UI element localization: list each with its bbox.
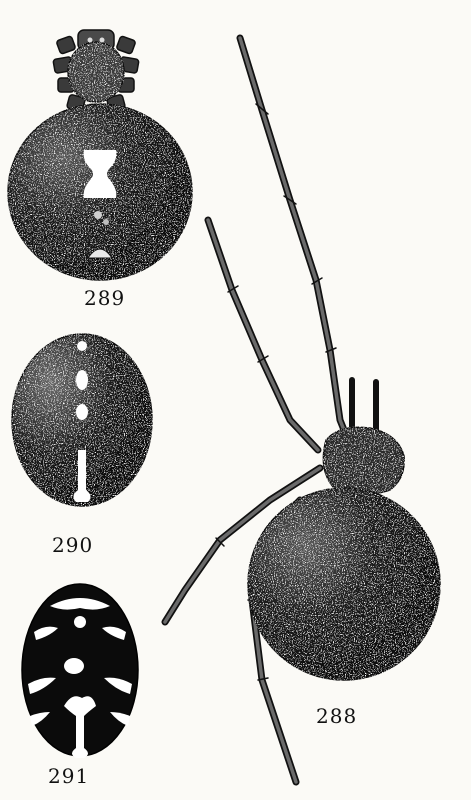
figure-label-291: 291 xyxy=(48,764,90,788)
dorsal-spot-2 xyxy=(76,370,88,390)
figure-289 xyxy=(8,30,192,280)
fig288-abdomen xyxy=(248,488,440,680)
fig289-abdomen xyxy=(8,104,192,280)
figure-label-289: 289 xyxy=(84,286,126,310)
dorsal-spot-3 xyxy=(76,404,88,420)
fig288-cephalothorax xyxy=(323,427,404,494)
dorsal-spot-1 xyxy=(77,341,87,351)
figure-291 xyxy=(22,584,138,758)
figure-label-288: 288 xyxy=(316,704,358,728)
figure-label-290: 290 xyxy=(52,533,94,557)
figure-290 xyxy=(12,334,152,506)
fig289-cephalothorax xyxy=(68,30,124,102)
figure-288 xyxy=(165,38,440,782)
